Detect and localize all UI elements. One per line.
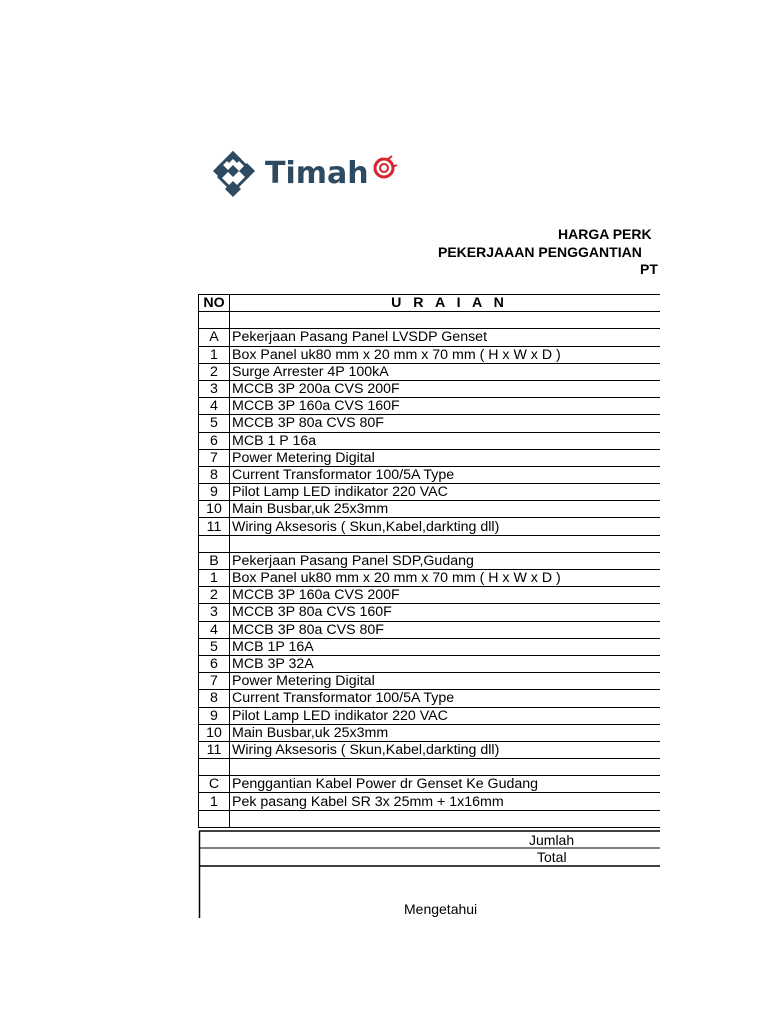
- row-no-cell: 1: [199, 346, 230, 363]
- row-no-cell: 7: [199, 673, 230, 690]
- jumlah-label: Jumlah: [529, 832, 575, 848]
- row-no-cell: 9: [199, 707, 230, 724]
- row-no-cell: 8: [199, 466, 230, 483]
- row-desc-cell: Surge Arrester 4P 100kA: [230, 363, 661, 380]
- row-desc-cell: MCCB 3P 80a CVS 80F: [230, 415, 661, 432]
- row-desc-cell: Box Panel uk80 mm x 20 mm x 70 mm ( H x W x D ): [230, 570, 661, 587]
- row-no-cell: C: [199, 776, 230, 793]
- row-desc-cell: Box Panel uk80 mm x 20 mm x 70 mm ( H x W x D ): [230, 346, 661, 363]
- total-label: Total: [537, 849, 567, 865]
- row-desc-cell: Power Metering Digital: [230, 673, 661, 690]
- row-desc-cell: Pilot Lamp LED indikator 220 VAC: [230, 707, 661, 724]
- row-desc-cell: Main Busbar,uk 25x3mm: [230, 724, 661, 741]
- row-no-cell: A: [199, 329, 230, 346]
- row-no-cell: 7: [199, 449, 230, 466]
- row-desc-cell: MCCB 3P 160a CVS 200F: [230, 587, 661, 604]
- title-line-2: PEKERJAAAN PENGGANTIAN: [438, 244, 642, 260]
- row-no-cell: 5: [199, 638, 230, 655]
- row-desc-cell: Wiring Aksesoris ( Skun,Kabel,darkting dll): [230, 518, 661, 535]
- row-desc-cell: Penggantian Kabel Power dr Genset Ke Gudang: [230, 776, 661, 793]
- row-desc-cell: Pekerjaan Pasang Panel LVSDP Genset: [230, 329, 661, 346]
- row-desc-cell: MCCB 3P 200a CVS 200F: [230, 380, 661, 397]
- logo-wordmark: Timah: [265, 156, 369, 191]
- row-no-cell: B: [199, 552, 230, 569]
- row-desc-cell: Pek pasang Kabel SR 3x 25mm + 1x16mm: [230, 793, 661, 810]
- row-no-cell: 6: [199, 655, 230, 672]
- row-no-cell: 4: [199, 398, 230, 415]
- page-content: Timah HARGA PERK PEKERJAAAN PENGGANTIAN PT NO U R A I A N A Pekerjaan Pasang Panel LVSDP Genset 1 Box Panel uk80 mm x 20 mm x 70 mm ( H x W x D ) 2 Surge Arrester 4P 100kA 3 MCCB 3P 200a CVS 200F 4 MCCB 3P 160a CVS 160F 5 MCCB 3P 80a CVS 80F 6 MCB 1 P 16a 7 Power Metering Digital 8 Current Transformator 100/5A Type 9 Pilot Lamp LED indikator 220 VAC 10 Main Busbar,uk 25x3mm 11 Wiring Aksesoris ( Skun,Kabel,darkting dll) B Pekerjaan Pasang Panel SDP,Gudang 1 Box Panel uk80 mm x 20 mm x 70 mm ( H x W x D ) 2 MCCB 3P 160a CVS 200F 3 MCCB 3P 80a CVS 160F 4 MCCB 3P 80a CVS 80F 5 MCB 1P 16A 6 MCB 3P 32A 7 Power Metering Digital 8 Current Transformator 100/5A Type 9 Pilot Lamp LED indikator 220 VAC 10 Main Busbar,uk 25x3mm 11 Wiring Aksesoris ( Skun,Kabel,darkting dll) C Penggantian Kabel Power dr Genset Ke Gudang 1 Pek pasang Kabel SR 3x 25mm + 1x16mm Jumlah Total Mengetahui: [0, 0, 660, 1024]
- row-no-cell: 11: [199, 741, 230, 758]
- row-no-cell: 1: [199, 570, 230, 587]
- row-no-cell: 11: [199, 518, 230, 535]
- mengetahui-label: Mengetahui: [404, 901, 478, 917]
- row-desc-cell: Wiring Aksesoris ( Skun,Kabel,darkting dll): [230, 741, 661, 758]
- row-no-cell: 2: [199, 587, 230, 604]
- row-no-cell: 1: [199, 793, 230, 810]
- row-desc-cell: Pekerjaan Pasang Panel SDP,Gudang: [230, 552, 661, 569]
- row-desc-cell: Main Busbar,uk 25x3mm: [230, 501, 661, 518]
- row-desc-cell: Current Transformator 100/5A Type: [230, 690, 661, 707]
- row-no-cell: 9: [199, 484, 230, 501]
- header-uraian: U R A I A N: [230, 295, 661, 312]
- row-desc-cell: Pilot Lamp LED indikator 220 VAC: [230, 484, 661, 501]
- row-no-cell: 10: [199, 724, 230, 741]
- row-no-cell: 3: [199, 604, 230, 621]
- row-no-cell: 4: [199, 621, 230, 638]
- row-desc-cell: MCCB 3P 80a CVS 80F: [230, 621, 661, 638]
- row-no-cell: 6: [199, 432, 230, 449]
- row-desc-cell: MCB 1P 16A: [230, 638, 661, 655]
- row-desc-cell: MCB 3P 32A: [230, 655, 661, 672]
- row-no-cell: 2: [199, 363, 230, 380]
- row-desc-cell: MCCB 3P 80a CVS 160F: [230, 604, 661, 621]
- row-no-cell: 5: [199, 415, 230, 432]
- header-no: NO: [199, 295, 230, 312]
- row-desc-cell: Power Metering Digital: [230, 449, 661, 466]
- row-desc-cell: Current Transformator 100/5A Type: [230, 466, 661, 483]
- row-no-cell: 3: [199, 380, 230, 397]
- row-no-cell: 8: [199, 690, 230, 707]
- row-desc-cell: MCB 1 P 16a: [230, 432, 661, 449]
- row-no-cell: 10: [199, 501, 230, 518]
- row-desc-cell: MCCB 3P 160a CVS 160F: [230, 398, 661, 415]
